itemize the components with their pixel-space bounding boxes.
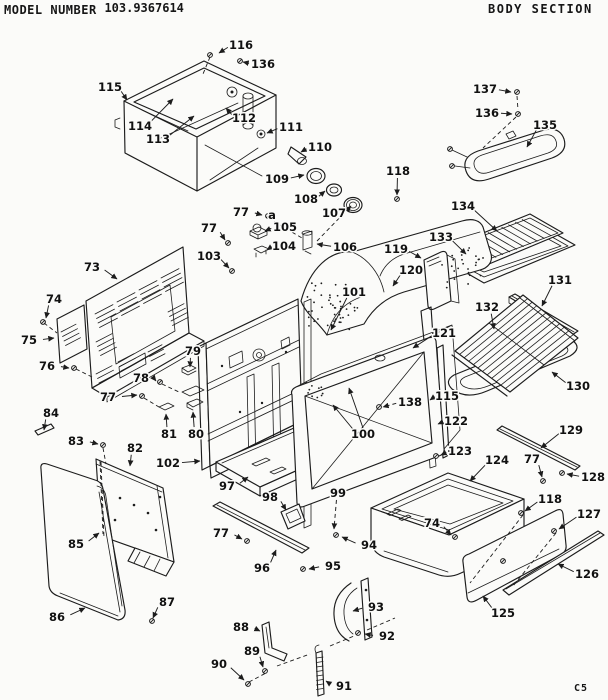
- leader-line: [231, 668, 244, 680]
- leader-line: [499, 90, 511, 92]
- callout-label: 82: [126, 441, 144, 455]
- screw-icon: [377, 405, 382, 410]
- screw-icon: [334, 533, 339, 538]
- part-hinge-brackets: [262, 578, 372, 696]
- callout-label: 111: [278, 120, 304, 134]
- callout-label: 123: [447, 444, 473, 458]
- screw-icon: [519, 511, 524, 516]
- screw-icon: [450, 164, 455, 169]
- dash-line: [162, 384, 179, 392]
- callout-label: 90: [210, 657, 228, 671]
- leader-line: [166, 414, 167, 427]
- callout-label: 109: [264, 172, 290, 186]
- leader-line: [281, 501, 286, 510]
- screw-icon: [238, 59, 243, 64]
- leader-line: [291, 175, 304, 178]
- callout-label: 85: [67, 537, 85, 551]
- callout-label: 74: [423, 516, 441, 530]
- leader-line: [342, 537, 356, 543]
- callout-label: 84: [42, 406, 60, 420]
- screw-icon: [395, 197, 400, 202]
- callout-label: 86: [48, 610, 66, 624]
- callout-label: 100: [350, 427, 376, 441]
- leader-line: [234, 535, 242, 539]
- callout-label: 107: [321, 206, 347, 220]
- screw-icon: [208, 53, 213, 58]
- leader-line: [153, 607, 158, 618]
- screw-icon: [356, 631, 361, 636]
- callout-label: 135: [532, 118, 558, 132]
- part-rear-access-panel: [57, 305, 87, 363]
- callout-label: 136: [250, 57, 276, 71]
- page-code: C5: [574, 683, 589, 694]
- leader-line: [353, 608, 362, 611]
- callout-label: 130: [565, 379, 591, 393]
- leader-line: [334, 500, 336, 529]
- screw-icon: [516, 112, 521, 117]
- callout-label: 131: [547, 273, 573, 287]
- callout-label: 79: [184, 344, 202, 358]
- leader-line: [539, 465, 542, 477]
- callout-label: 118: [537, 492, 563, 506]
- callout-label: 73: [83, 260, 101, 274]
- callout-label: 77: [523, 452, 541, 466]
- screw-icon: [448, 147, 453, 152]
- callout-label: 115: [434, 389, 460, 403]
- model-label: MODEL NUMBER: [4, 3, 97, 17]
- callout-label: 95: [324, 559, 342, 573]
- callout-label: 120: [398, 263, 424, 277]
- leader-line: [70, 608, 85, 615]
- leader-line: [219, 47, 228, 53]
- callout-label: 77: [212, 526, 230, 540]
- callout-label: 134: [450, 199, 476, 213]
- callout-label: 127: [576, 507, 602, 521]
- screw-icon: [101, 443, 106, 448]
- leader-line: [220, 232, 225, 240]
- screw-icon: [434, 454, 439, 459]
- callout-label: 91: [335, 679, 353, 693]
- callout-label: 83: [67, 434, 85, 448]
- screw-icon: [560, 471, 565, 476]
- callout-label: 77: [232, 205, 250, 219]
- leader-line: [61, 367, 69, 368]
- leader-line: [130, 455, 131, 466]
- callout-label: 88: [232, 620, 250, 634]
- callout-label: 129: [558, 423, 584, 437]
- screw-icon: [246, 682, 251, 687]
- callout-label: 89: [243, 644, 261, 658]
- leader-line: [319, 191, 325, 196]
- screw-icon: [301, 567, 306, 572]
- part-small-clips: [159, 365, 204, 410]
- callout-label: 133: [428, 230, 454, 244]
- dash-line: [249, 673, 266, 682]
- screw-icon: [263, 669, 268, 674]
- screw-icon: [72, 366, 77, 371]
- leader-line: [243, 62, 249, 63]
- callout-label: 112: [231, 111, 257, 125]
- callout-label: 119: [383, 242, 409, 256]
- callout-label: 105: [272, 220, 298, 234]
- leader-line: [309, 567, 319, 569]
- callout-label: 125: [490, 606, 516, 620]
- callout-label: 106: [332, 240, 358, 254]
- screw-icon: [230, 269, 235, 274]
- leader-line: [46, 305, 49, 318]
- callout-label: 108: [293, 192, 319, 206]
- leader-line: [255, 213, 262, 215]
- callout-label: a: [268, 208, 276, 222]
- callout-label: 115: [97, 80, 123, 94]
- callout-label: 121: [431, 326, 457, 340]
- callout-label: 98: [261, 490, 279, 504]
- leader-line: [182, 461, 200, 463]
- leader-line: [155, 379, 156, 381]
- dash-line: [517, 96, 518, 110]
- callout-label: 99: [329, 486, 347, 500]
- callout-label: 96: [253, 561, 271, 575]
- leader-line: [317, 244, 331, 246]
- leader-line: [260, 657, 263, 667]
- leader-line: [326, 681, 331, 684]
- callout-label: 87: [158, 595, 176, 609]
- model-number: 103.9367614: [104, 1, 184, 15]
- callout-label: 104: [271, 239, 297, 253]
- leader-line: [301, 149, 306, 152]
- callout-label: 74: [45, 292, 63, 306]
- callout-label: 122: [443, 414, 469, 428]
- screw-icon: [158, 380, 163, 385]
- callout-label: 138: [397, 395, 423, 409]
- callout-label: 128: [580, 470, 606, 484]
- screw-icon: [552, 529, 557, 534]
- dash-line: [76, 369, 92, 377]
- screw-icon: [226, 241, 231, 246]
- callout-label: 77: [99, 390, 117, 404]
- callout-label: 136: [474, 106, 500, 120]
- leader-line: [271, 550, 276, 562]
- callout-label: 81: [160, 427, 178, 441]
- leader-line: [558, 564, 574, 572]
- callout-label: 77: [200, 221, 218, 235]
- leader-line: [525, 502, 537, 511]
- callout-label: 78: [132, 371, 150, 385]
- dash-line: [144, 398, 159, 407]
- leader-line: [541, 434, 559, 448]
- leader-line: [470, 464, 486, 481]
- callout-label: 118: [385, 164, 411, 178]
- leader-line: [265, 228, 271, 231]
- leader-line: [43, 338, 54, 339]
- callout-label: 94: [360, 538, 378, 552]
- leader-line: [193, 412, 194, 427]
- callout-label: 76: [38, 359, 56, 373]
- callout-label: 97: [218, 479, 236, 493]
- callout-label: 110: [307, 140, 333, 154]
- callout-label: 113: [145, 132, 171, 146]
- leader-line: [501, 113, 512, 114]
- leader-line: [552, 372, 566, 383]
- screw-icon: [140, 394, 145, 399]
- screw-icon: [515, 90, 520, 95]
- callout-label: 92: [378, 629, 396, 643]
- callout-label: 137: [472, 82, 498, 96]
- callout-label: 132: [474, 300, 500, 314]
- leader-line: [105, 270, 117, 279]
- screw-icon: [541, 479, 546, 484]
- callout-label: 116: [228, 38, 254, 52]
- leader-line: [122, 395, 137, 397]
- callout-label: 101: [341, 285, 367, 299]
- leader-line: [255, 628, 260, 631]
- callout-label: 75: [20, 333, 38, 347]
- screw-icon: [453, 535, 458, 540]
- screw-icon: [245, 539, 250, 544]
- part-broil-element: [452, 129, 565, 181]
- callout-label: 102: [155, 456, 181, 470]
- callout-label: 126: [574, 567, 600, 581]
- callout-label: 124: [484, 453, 510, 467]
- callout-label: 80: [187, 427, 205, 441]
- callout-label: 93: [367, 600, 385, 614]
- leader-line: [90, 442, 98, 444]
- leader-line: [221, 260, 229, 268]
- leader-line: [542, 286, 552, 306]
- section-title: BODY SECTION: [488, 2, 593, 16]
- screw-icon: [501, 559, 506, 564]
- leader-line: [567, 474, 579, 476]
- screw-icon: [150, 619, 155, 624]
- callout-label: 114: [127, 119, 153, 133]
- dash-line: [330, 636, 354, 646]
- dash-line: [44, 323, 57, 333]
- part-oven-top-duct: [301, 220, 491, 335]
- callout-label: 103: [196, 249, 222, 263]
